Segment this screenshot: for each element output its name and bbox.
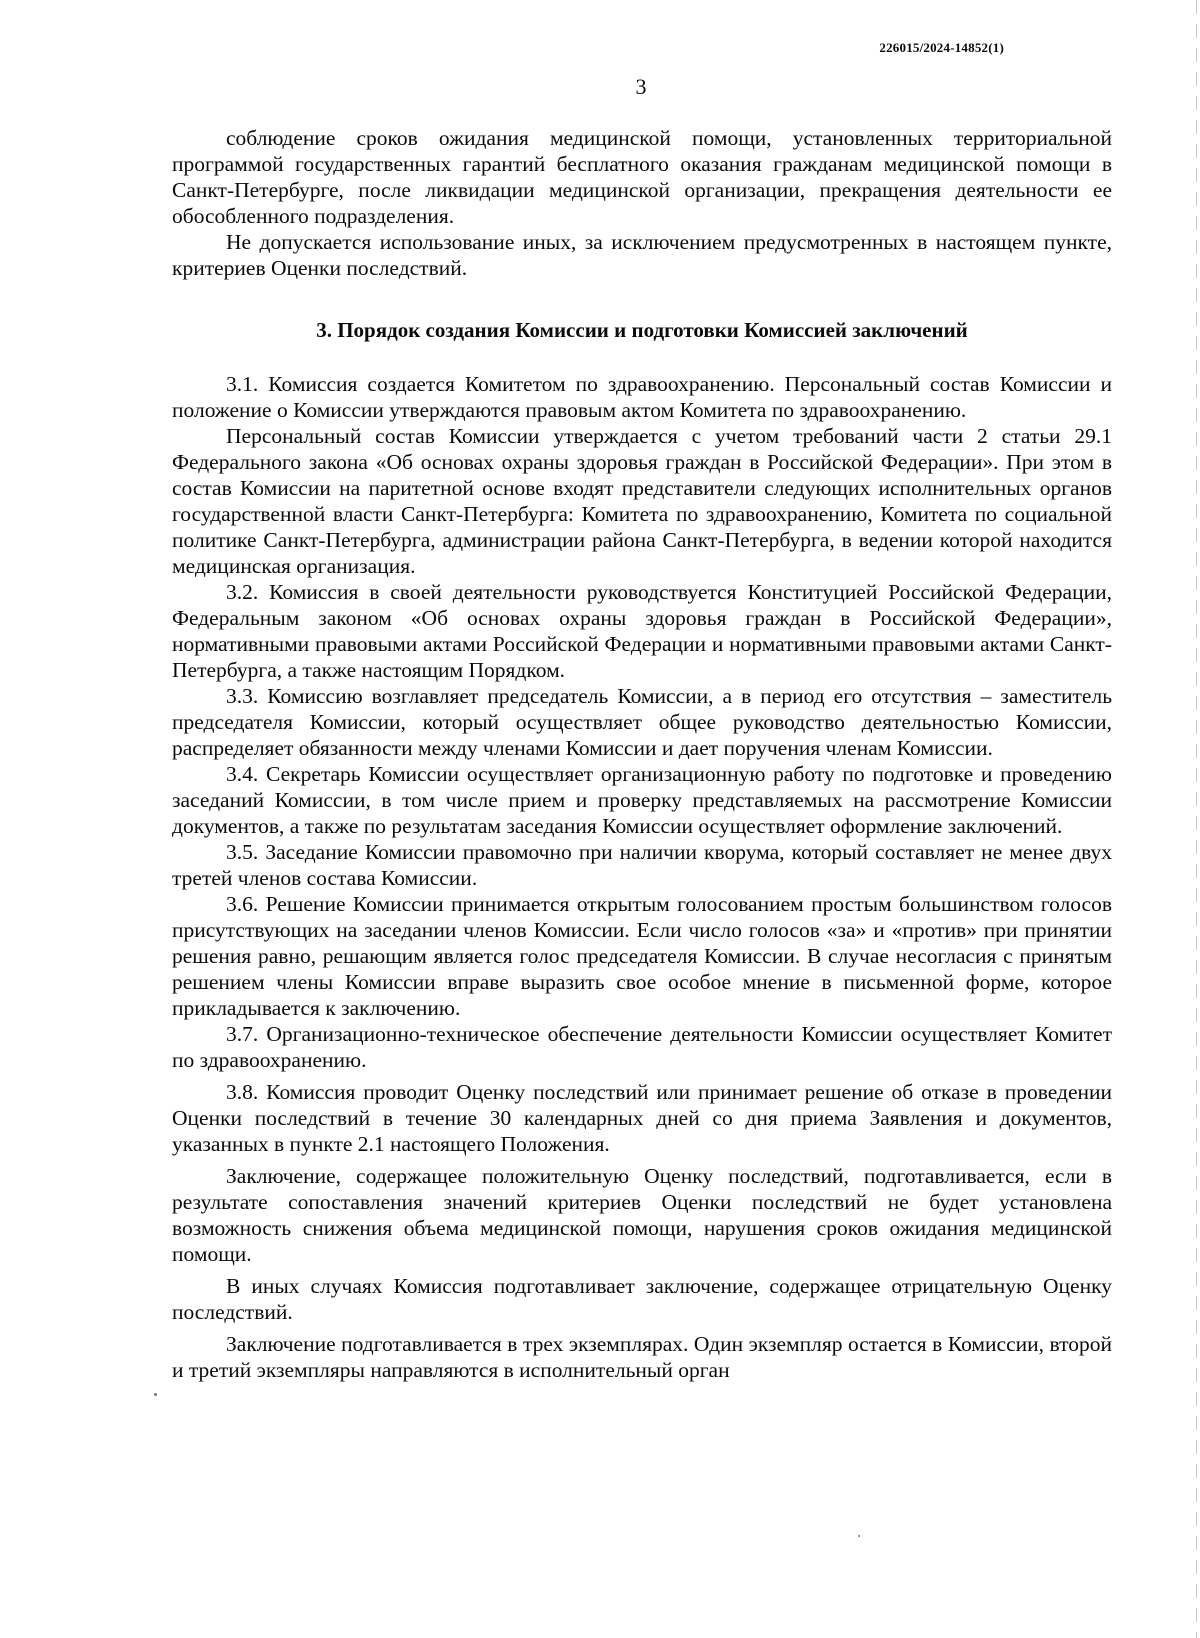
paragraph: 3.4. Секретарь Комиссии осуществляет организационную работу по подготовке и проведению заседаний Комиссии, в том числе прием и проверку представляемых на рассмотрение Комиссии документов, а также по результатам заседания Комиссии осуществляет оформление заключений.: [172, 762, 1112, 838]
document-body: [172, 125, 1112, 1383]
paragraph: соблюдение сроков ожидания медицинской помощи, установленных территориальной программой государственных гарантий бесплатного оказания гражданам медицинской помощи в Санкт-Петербурге, после ликвидации медицинской организации, прекращения деятельности ее обособленного подразделения.: [172, 126, 1112, 228]
paragraph: 3.6. Решение Комиссии принимается открытым голосованием простым большинством голосов присутствующих на заседании членов Комиссии. Если число голосов «за» и «против» при принятии решения равно, решающим является голос председателя Комиссии. В случае несогласия с принятым решением члены Комиссии вправе выразить свое особое мнение в письменной форме, которое прикладывается к заключению.: [172, 892, 1112, 1020]
paragraph: Персональный состав Комиссии утверждается с учетом требований части 2 статьи 29.1 Федерального закона «Об основах охраны здоровья граждан в Российской Федерации». При этом в состав Комиссии на паритетной основе входят представители следующих исполнительных органов государственной власти Санкт-Петербурга: Комитета по здравоохранению, Комитета по социальной политике Санкт-Петербурга, администрации района Санкт-Петербурга, в ведении которой находится медицинская организация.: [172, 424, 1112, 578]
paragraph: 3.2. Комиссия в своей деятельности руководствуется Конституцией Российской Федерации, Федеральным законом «Об основах охраны здоровья граждан в Российской Федерации», нормативными правовыми актами Российской Федерации и нормативными правовыми актами Санкт-Петербурга, а также настоящим Порядком.: [172, 580, 1112, 682]
paragraph: В иных случаях Комиссия подготавливает заключение, содержащее отрицательную Оценку последствий.: [172, 1274, 1112, 1324]
paragraph: 3.8. Комиссия проводит Оценку последствий или принимает решение об отказе в проведении Оценки последствий в течение 30 календарных дней со дня приема Заявления и документов, указанных в пункте 2.1 настоящего Положения.: [172, 1080, 1112, 1156]
section-heading: 3. Порядок создания Комиссии и подготовки Комиссией заключений: [316, 318, 968, 342]
scan-dust-mark: [154, 1393, 157, 1396]
scan-dust-mark: [858, 1535, 860, 1537]
paragraph: Заключение, содержащее положительную Оценку последствий, подготавливается, если в результате сопоставления значений критериев Оценки последствий не будет установлена возможность снижения объема медицинской помощи, нарушения сроков ожидания медицинской помощи.: [172, 1164, 1112, 1266]
page-number: 3: [635, 74, 647, 99]
scan-edge-artifact: [1196, 0, 1197, 1638]
paragraph: 3.3. Комиссию возглавляет председатель Комиссии, а в период его отсутствия – заместитель председателя Комиссии, который осуществляет общее руководство деятельностью Комиссии, распределяет обязанности между членами Комиссии и дает поручения членам Комиссии.: [172, 684, 1112, 760]
paragraph: 3.5. Заседание Комиссии правомочно при наличии кворума, который составляет не менее двух третей членов состава Комиссии.: [172, 840, 1112, 890]
paragraph: Заключение подготавливается в трех экземплярах. Один экземпляр остается в Комиссии, второй и третий экземпляры направляются в исполнительный орган: [172, 1332, 1112, 1382]
paragraph: 3.7. Организационно-техническое обеспечение деятельности Комиссии осуществляет Комитет по здравоохранению.: [172, 1022, 1112, 1072]
paragraph: 3.1. Комиссия создается Комитетом по здравоохранению. Персональный состав Комиссии и положение о Комиссии утверждаются правовым актом Комитета по здравоохранению.: [172, 372, 1112, 422]
document-id: 226015/2024-14852(1): [879, 40, 1004, 55]
paragraph: Не допускается использование иных, за исключением предусмотренных в настоящем пункте, критериев Оценки последствий.: [172, 230, 1112, 280]
